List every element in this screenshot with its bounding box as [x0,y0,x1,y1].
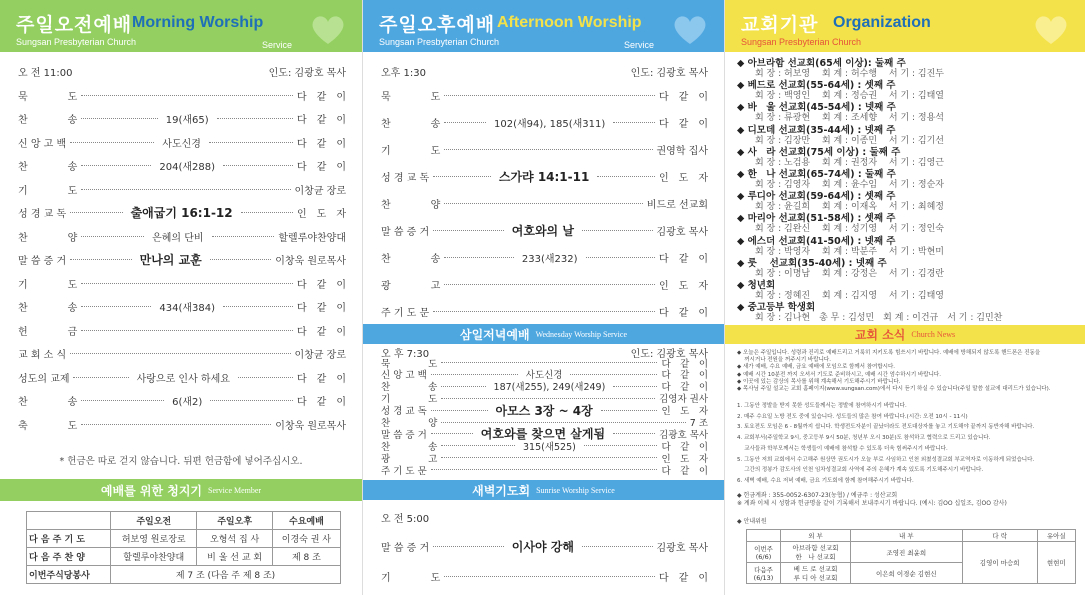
group-name: ◆ 청년회 [737,280,776,291]
leader-dots [431,433,473,434]
servers-row: 다 음 주 기 도 허보영 원로장로 오형석 집 사 이경숙 권 사 [27,530,341,548]
leader-dots [70,142,154,143]
group-name: ◆ 베드로 선교회(55-64세) : 셋째 주 [737,80,896,92]
organization-group [737,169,944,191]
group-name: ◆ 한 나 선교회(65-74세) : 둘째 주 [737,169,896,180]
order-item-label: 성 경 교 독 [381,172,430,184]
afternoon-header [363,0,724,52]
news-items [737,403,1075,489]
order-item-person: 다 같 이 [297,138,346,150]
order-item [18,300,346,314]
news-line: 1. 그동안 정발을 받지 못한 성도들께서는 정발에 참여하시기 바랍니다. [737,403,907,409]
order-item-person: 다 같 이 [661,358,708,370]
news-line: ◆ 새가 예배, 수요 예배, 금요 예배에 모임으로 함께서 참여합시다. [737,364,896,371]
organization-group [737,236,944,258]
order-item-person: 이창욱 원로목사 [275,256,347,267]
order-item-label: 성 경 교 독 [18,209,67,220]
morning-header [0,0,362,52]
order-item-person: 다 같 이 [297,373,346,385]
group-officers: 회 장 : 허보영 회 계 : 허수행 서 기 : 김진두 [755,69,944,79]
leader-dots [441,362,657,363]
order-item [381,369,708,380]
order-item [381,142,708,156]
dawn-title: 새벽기도회 [472,483,531,498]
order-item-label: 성도의 교제 [18,373,70,385]
order-item-person: 이창균 장로 [294,185,346,197]
order-item-person: 김광호 목사 [656,542,708,554]
order-item-label: 찬 송 [18,162,78,173]
order-item-label: 신 앙 고 백 [381,370,427,382]
news-line: 그간의 정봉가 감도사의 인천 임차성결교회 사역에 주의 은혜가 계속 있도록 기도해주시기 바랍니다. [737,467,984,474]
order-item-label: 말 씀 증 거 [18,256,67,267]
order-item [381,452,708,463]
group-officers: 회 장 : 김장만 회 계 : 이종민 서 기 : 김기선 [755,135,944,146]
order-item [381,569,708,583]
wednesday-header [363,324,724,344]
leader-dots [444,257,514,258]
order-item [381,223,708,237]
order-item-content: 6(새2) [172,397,203,408]
afternoon-leader: 인도: 김광호 목사 [630,67,708,79]
order-item-content: 233(새232) [521,253,578,265]
order-item-content: 만나의 교훈 [139,253,202,267]
leader-dots [613,433,655,434]
order-item-person: 다 같 이 [297,162,347,173]
order-item-label: 광 고 [381,453,438,465]
order-item-person: 다 같 이 [661,441,708,453]
order-item [18,135,346,149]
afternoon-title-ko: 주일오후예배 [379,14,496,36]
committee-title: ◆ 안내위원 [737,518,767,525]
order-item-person: 할렐루야찬양대 [278,232,346,244]
leader-dots [81,236,144,237]
order-item [381,115,708,129]
leader-dots [613,122,655,123]
leader-dots [70,353,290,354]
group-officers: 회 장 : 류광현 회 계 : 조세향 서 기 : 정용석 [755,113,944,124]
order-item-person: 다 같 이 [297,397,346,408]
service-label: Service [623,40,654,50]
leader-dots [81,424,271,425]
leader-dots [582,546,653,547]
servers-head-row: 주일오전 주일오후 수요예배 [27,512,341,530]
group-officers: 회 장 : 김나현 총 무 : 김성민 회 계 : 이건규 서 기 : 김민찬 [755,313,1003,324]
order-item-person: 다 같 이 [297,326,346,338]
order-item-label: 신 앙 고 백 [18,138,67,150]
leader-dots [70,259,131,260]
morning-worship-column [0,0,362,595]
order-item [18,206,346,220]
order-item [18,112,346,126]
news-line: 6. 새벽 예배, 수요 저녁 예배, 금요 기도회에 함께 참여해주시기 바랍니다. [737,477,914,484]
group-name: ◆ 루디아 선교회(59-64세) : 셋째 주 [737,191,896,203]
leader-dots [444,149,652,150]
leader-dots [431,469,658,470]
order-item-label: 주 기 도 문 [381,465,427,477]
order-item-label: 말 씀 증 거 [381,542,430,554]
leader-dots [441,422,685,423]
news-line: 교사들과 학부모께서는 학생들이 예배에 참석할 수 있도록 더욱 힘써주시기 바랍니다. [737,445,948,452]
order-item-person: 다 같 이 [659,91,708,103]
wednesday-title: 삼일저녁예배 [460,327,530,342]
order-item-person: 다 같 이 [297,91,346,103]
organization-group [737,102,944,124]
order-item-person: 다 같 이 [659,118,708,130]
committee-row: 이번주 (6/6) 아브라함 선교회 한 나 선교회 조영진 최윤희 김영이 마승희 현현미 [747,542,1076,563]
order-item-label: 찬 양 [18,232,78,244]
order-item-person: 다 같 이 [661,370,708,382]
order-item-person: 다 같 이 [661,382,709,394]
order-item [381,196,708,210]
group-name: ◆ 룻 선교회(35-40세) : 넷째 주 [737,257,887,269]
order-item-person: 다 같 이 [659,572,708,584]
order-item-label: 교 회 소 식 [18,350,67,361]
order-item-label: 주 기 도 문 [381,307,430,319]
order-item [18,323,346,337]
order-item-person: 다 같 이 [659,307,708,319]
order-item-label: 찬 송 [381,118,441,130]
leader-dots [586,257,656,258]
organization-group [737,58,944,80]
servers-header [0,479,362,501]
leader-dots [433,311,655,312]
order-item [381,539,708,553]
leader-dots [209,142,293,143]
leader-dots [433,176,491,177]
leader-dots [81,118,157,119]
dawn-time-row [381,510,708,524]
order-item [18,394,346,408]
order-item-content: 사도신경 [525,370,563,382]
order-item-label: 찬 송 [18,115,78,126]
order-item-label: 말 씀 증 거 [381,429,427,441]
leader-dots [431,374,518,375]
leader-dots [210,400,293,401]
dawn-title-en: Sunrise Worship Service [536,485,615,495]
order-item [381,169,708,183]
order-item [381,88,708,102]
leader-dots [241,212,293,213]
order-item-content: 여호와의 날 [511,223,574,238]
morning-leader: 인도: 김광호 목사 [268,67,346,79]
committee-head-row: 외 부 내 부 다 락 유아실 [747,530,1076,542]
news-line: ◆ 예배 시간 10분전 까지 오셔서 기도로 준비하시고, 예배 시간 엄수하시기 바랍니다. [737,371,941,378]
dawn-time: 오 전 5:00 [381,513,430,525]
leader-dots [582,230,653,231]
order-item-label: 광 고 [381,280,441,292]
morning-title-en: Morning Worship [132,14,264,31]
order-item [381,304,708,318]
leader-dots [223,165,293,166]
leader-dots [433,546,504,547]
order-item-label: 기 도 [381,572,441,584]
leader-dots [444,284,655,285]
order-item-label: 묵 도 [381,91,441,103]
order-item-person: 인 도 자 [659,280,708,292]
order-item-person: 이창균 장로 [294,350,346,361]
order-item-content: 315(새525) [522,441,576,453]
leader-dots [210,259,271,260]
leader-dots [613,386,657,387]
order-item-label: 묵 도 [18,91,78,103]
leader-dots [584,445,658,446]
org-title-ko: 교회기관 [741,14,819,36]
order-item-person: 다 같 이 [297,279,346,291]
organization-group [737,80,944,102]
group-officers: 회 장 : 김영자 회 계 : 윤수임 서 기 : 정순자 [755,180,944,190]
order-item-label: 찬 송 [18,397,78,408]
group-name: ◆ 중고등부 학생회 [737,302,816,314]
order-item-label: 찬 송 [381,382,438,394]
organization-group [737,280,944,302]
order-item-content: 19(새65) [165,115,209,126]
order-item-content: 102(새94), 185(새311) [494,118,606,130]
group-name: ◆ 사 라 선교회(75세 이상) : 둘째 주 [737,146,901,158]
order-item [381,464,708,475]
order-item-person: 다 같 이 [659,253,709,265]
order-item [381,427,708,442]
order-item-content: 187(새255), 249(새249) [493,382,606,394]
group-officers: 회 장 : 김완신 회 계 : 성기영 서 기 : 정인숙 [755,224,944,235]
account-note: ※ 계좌 이체 시 성함과 헌금명을 같이 기록해서 보내주시기 바랍니다. (예시: 김OO 십일조, 김OO 감사) [737,500,1007,507]
order-item-person: 권영학 집사 [656,145,708,157]
order-item-content: 사랑으로 인사 하세요 [136,373,230,385]
order-item-label: 기 도 [18,279,78,291]
wednesday-title-en: Wednesday Worship Service [535,329,627,339]
offering-note: * 헌금은 따로 걷지 않습니다. 뒤편 헌금함에 넣어주십시오. [59,456,303,467]
servers-row: 다 음 주 찬 양 할렐루야찬양대 비 울 선 교 회 제 8 조 [27,548,341,566]
wednesday-leader: 인도: 김광호 목사 [630,348,708,360]
order-item-label: 찬 송 [381,253,441,265]
news-line: ◆ 이곳에 있는 감상의 목사를 위해 계속해서 기도해주시기 바랍니다. [737,378,901,385]
order-item-label: 말 씀 증 거 [381,226,430,238]
leader-dots [212,236,275,237]
news-line: ◆ 목사님 주일 설교는 교회 홈페이지(www.sungsan.com)에서 다시 듣기 하실 수 있습니다(주일 말씀 설교에 대리드가 있습니다). [737,386,1051,393]
leader-dots [444,122,486,123]
organization-group [737,302,1002,324]
order-item-content: 사도신경 [162,138,201,150]
order-item-person: 다 같 이 [297,115,347,126]
morning-title-ko: 주일오전예배 [16,14,133,36]
order-item [18,88,346,102]
wednesday-time: 오 후 7:30 [381,348,430,360]
news-line: 4. 교회부서(주일학교 9시, 중고등부 9시 50분, 청년부 오시 30분)도 참석하고 협력으로 드리고 있습니다. [737,435,991,442]
committee-row: 다음주 (6/13) 베 드 로 선교회 루 디 아 선교회 이은희 이경순 김현신 [747,563,1076,584]
afternoon-column [362,0,724,595]
leader-dots [81,283,293,284]
order-item-label: 기 도 [381,394,438,406]
order-item-content: 이사야 강해 [511,539,574,554]
leader-dots [444,203,643,204]
order-item-person: 김광호 목사 [659,429,708,441]
afternoon-time: 오후 1:30 [381,67,426,79]
organization-group [737,258,944,280]
church-name: Sungsan Presbyterian Church [379,37,500,47]
order-item-content: 여호와를 찾으면 살게됨 [480,427,606,442]
news-title: 교회 소식 [854,328,906,342]
church-name: Sungsan Presbyterian Church [741,37,862,47]
group-officers: 회 장 : 이명남 회 계 : 강정은 서 기 : 김경란 [755,268,944,279]
order-item-label: 묵 도 [381,358,438,370]
heart-icon [308,12,348,46]
leader-dots [444,95,655,96]
leader-dots [73,377,128,378]
leader-dots [223,306,293,307]
organization-group [737,191,944,213]
organization-group [737,213,944,235]
group-name: ◆ 마리아 선교회(51-58세) : 셋째 주 [737,213,896,225]
organization-column [724,0,1085,595]
service-label: Service [261,40,292,50]
order-item-content: 스가랴 14:1-11 [498,169,590,184]
order-item [18,159,346,173]
servers-title-en: Service Member [208,485,262,495]
order-item-label: 찬 양 [381,199,441,211]
leader-dots [441,457,657,458]
heart-icon [1031,12,1071,46]
order-item [18,347,346,361]
order-item-person: 인 도 자 [659,172,708,184]
order-item-label: 기 도 [18,185,78,197]
leader-dots [81,95,293,96]
order-item-person: 인 도 자 [661,406,708,418]
order-item-person: 김광호 목사 [656,226,708,238]
order-item [18,253,346,267]
org-title-en: Organization [833,14,931,31]
morning-time: 오 전 11:00 [18,67,73,79]
order-item-content: 은혜의 단비 [152,232,204,244]
account-info: ◆ 헌금계좌 : 355-0052-6307-23(농협) / 예금주 : 성산교회 [737,492,898,499]
order-item [18,417,346,431]
order-item-label: 찬 양 [381,418,438,429]
order-item-content: 434(새384) [159,303,215,314]
news-line: ◆ 오늘은 주일입니다. 성령과 진리로 예배드리고 거룩히 지키도록 힘쓰시기 바랍니다. 예배에 방해되지 않도록 핸드폰은 진동을 [737,350,1041,356]
organization-group [737,125,944,147]
group-name: ◆ 아브라함 선교회(65세 이상): 둘째 주 [737,58,906,69]
leader-dots [70,212,122,213]
leader-dots [431,410,488,411]
order-item [381,381,708,392]
group-officers: 회 장 : 백영인 회 계 : 정승권 서 기 : 김태열 [755,91,944,102]
order-item-person: 김영자 권사 [659,394,708,406]
order-item-person: 비드로 선교회 [646,199,708,211]
news-line: 2. 매주 수요일 노방 전도 중에 있습니다. 성도들의 많은 참여 바랍니다.(시간: 오전 10시 - 11시) [737,413,968,420]
order-item-person: 7 조 [689,418,708,429]
order-item [18,229,346,243]
news-line: 5. 그동안 저희 교회에서 수고해주 원상만 권도시가 오늘 부로 사임하고 인천 외쳤성결교회 부교역자로 이동하게 되었습니다. [737,456,1035,463]
news-bullets [737,350,1075,393]
heart-icon [670,12,710,46]
dawn-header [363,480,724,500]
order-item-label: 성 경 교 독 [381,406,427,418]
order-item-label: 찬 송 [381,441,438,453]
morning-time-row [18,64,346,78]
order-item-person: 인 도 자 [661,453,708,465]
leader-dots [217,118,293,119]
order-item [381,250,708,264]
committee-table [746,529,1076,584]
leader-dots [238,377,293,378]
order-item-content: 204(새288) [159,162,215,173]
order-item-label: 헌 금 [18,326,78,338]
news-line: 꺼시거나 전원을 꺼주시기 바랍니다. [737,357,831,364]
order-item-content: 아모스 3장 ~ 4장 [495,403,593,418]
leader-dots [570,374,657,375]
leader-dots [81,165,151,166]
servers-row: 이번주식당봉사 제 7 조 (다음 주 제 8 조) [27,566,341,584]
order-item [381,277,708,291]
group-officers: 회 장 : 윤길희 회 계 : 이재옥 서 기 : 최혜정 [755,202,944,213]
group-officers: 회 장 : 노검용 회 계 : 권정자 서 기 : 김영근 [755,157,944,168]
leader-dots [81,400,164,401]
group-officers: 회 장 : 박영자 회 계 : 박분주 서 기 : 박현미 [755,246,944,257]
servers-title: 예배를 위한 청지기 [100,483,202,498]
news-header [725,325,1085,344]
leader-dots [441,386,485,387]
order-item-label: 기 도 [381,145,441,157]
leader-dots [597,176,655,177]
order-item [18,370,346,384]
order-item [18,276,346,290]
order-item-person: 다 같 이 [297,303,347,314]
leader-dots [444,576,655,577]
leader-dots [81,306,151,307]
order-item-label: 찬 송 [18,303,78,314]
order-item-content: 출애굽기 16:1-12 [130,206,233,220]
order-item-person: 이창욱 원로목사 [275,420,346,432]
leader-dots [601,410,658,411]
church-name: Sungsan Presbyterian Church [16,37,137,47]
group-officers: 회 장 : 정혜진 회 계 : 김지영 서 기 : 김태영 [755,291,944,301]
leader-dots [433,230,504,231]
order-item [381,440,708,451]
leader-dots [81,330,293,331]
afternoon-title-en: Afternoon Worship [497,14,642,31]
order-item-person: 다 같 이 [661,465,708,477]
order-item [18,182,346,196]
order-item [381,405,708,416]
order-item-label: 축 도 [18,420,78,432]
leader-dots [441,445,515,446]
group-name: ◆ 디모데 선교회(35-44세) : 넷째 주 [737,124,896,136]
organization-header [725,0,1085,52]
afternoon-time-row [381,64,708,78]
news-title-en: Church News [911,330,956,339]
organization-group [737,147,944,169]
order-item-person: 인 도 자 [297,209,346,220]
servers-table [26,511,341,584]
leader-dots [81,189,290,190]
order-item [381,357,708,368]
group-name: ◆ 에스더 선교회(41-50세) : 넷째 주 [737,235,896,247]
news-line: 3. 토요전도 모임은 6 - 8월까지 쉽니다. 학생전도자분이 끝났더라도 전도대상자를 놓고 기도해야 끝까지 동반자해 바랍니다. [737,424,1035,431]
leader-dots [441,398,655,399]
group-name: ◆ 바 울 선교회(45-54세) : 넷째 주 [737,102,896,114]
